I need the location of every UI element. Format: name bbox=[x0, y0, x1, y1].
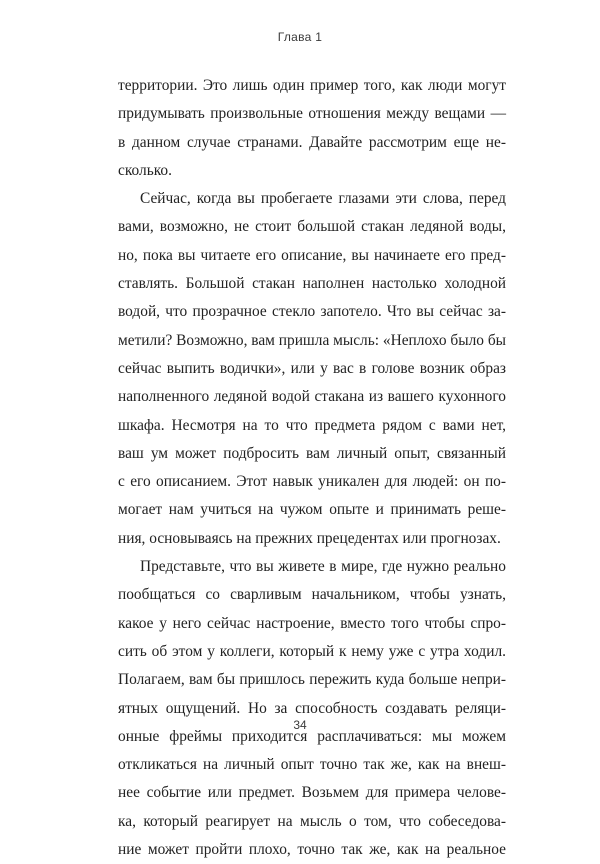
text-line: водой, что прозрачное стекло запотело. Что вы сейчас за- bbox=[118, 303, 506, 321]
text-line: придумывать произвольные отношения между вещами — bbox=[118, 105, 506, 123]
text-line: метили? Возможно, вам пришла мысль: «Неплохо было бы bbox=[118, 331, 506, 349]
text-line: онные фреймы приходится расплачиваться: мы можем bbox=[118, 727, 506, 745]
text-line: территории. Это лишь один пример того, как люди могут bbox=[118, 77, 506, 94]
text-line: Полагаем, вам бы пришлось пережить куда больше непри- bbox=[118, 671, 506, 689]
text-line: с его описанием. Этот навык уникален для людей: он по- bbox=[118, 473, 506, 491]
text-line: какое у него сейчас настроение, вместо того чтобы спро- bbox=[118, 614, 506, 632]
text-line: Сейчас, когда вы пробегаете глазами эти слова, перед bbox=[140, 190, 506, 208]
text-line: ятных ощущений. Но за способность создавать реляци- bbox=[118, 699, 506, 717]
text-line: наполненного ледяной водой стакана из вашего кухонного bbox=[118, 388, 506, 406]
text-line: но, пока вы читаете его описание, вы начинаете его пред- bbox=[118, 246, 506, 264]
text-line: сить об этом у коллеги, который к нему уже с утра ходил. bbox=[118, 642, 506, 660]
text-line: в данном случае странами. Давайте рассмотрим еще не- bbox=[118, 133, 506, 151]
text-line: сколько. bbox=[118, 161, 172, 179]
text-line: ние может пройти плохо, точно так же, как на реальное bbox=[118, 841, 506, 859]
text-line: нее событие или предмет. Возьмем для примера челове- bbox=[118, 784, 506, 802]
text-line: вами, возможно, не стоит большой стакан ледяной воды, bbox=[118, 218, 506, 236]
text-line: могает нам учиться на чужом опыте и принимать реше- bbox=[118, 501, 506, 519]
text-line: ния, основываясь на прежних прецедентах или прогнозах. bbox=[118, 529, 501, 547]
text-line: сейчас выпить водички», или у вас в голове возник образ bbox=[118, 359, 506, 377]
text-line: ка, который реагирует на мысль о том, что собеседова- bbox=[118, 812, 506, 830]
text-line: шкафа. Несмотря на то что предмета рядом с вами нет, bbox=[118, 416, 506, 434]
body-text bbox=[118, 72, 506, 864]
text-line: откликаться на личный опыт точно так же, как на внеш- bbox=[118, 756, 506, 774]
text-line: ваш ум может подбросить вам личный опыт, связанный bbox=[118, 444, 506, 462]
text-line: пообщаться со сварливым начальником, чтобы узнать, bbox=[118, 586, 506, 604]
page-number: 34 bbox=[293, 718, 307, 732]
text-line: Представьте, что вы живете в мире, где нужно реально bbox=[140, 558, 506, 576]
text-line: ставлять. Большой стакан наполнен настолько холодной bbox=[118, 275, 506, 293]
running-head: Глава 1 bbox=[277, 30, 323, 44]
